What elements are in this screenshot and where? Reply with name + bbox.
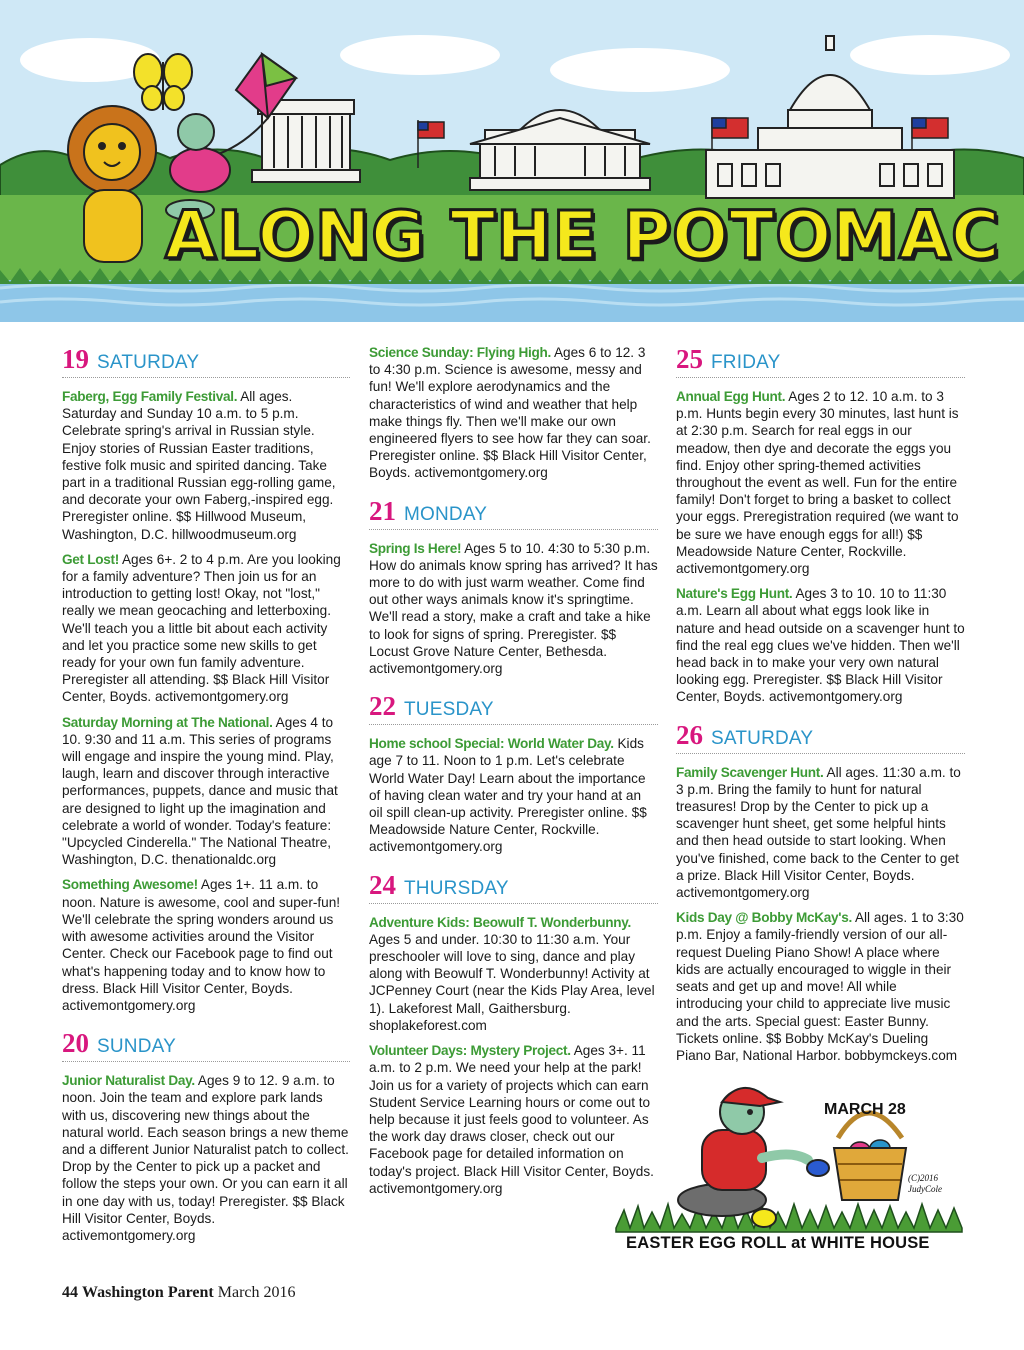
day-section-26 bbox=[676, 720, 965, 1064]
cartoon-date-label: MARCH 28 bbox=[824, 1101, 906, 1118]
day-heading bbox=[369, 691, 658, 725]
publication-name: Washington Parent bbox=[82, 1284, 214, 1301]
event-description: Kids age 7 to 11. Noon to 1 p.m. Let's celebrate World Water Day! Learn about the importance of having clean water and try your hand at an oil spill clean-up activity. Preregister online. $$ Meadowside Nature Center, Rockville. activemontgomery.org bbox=[369, 736, 647, 855]
day-heading bbox=[62, 1028, 350, 1062]
page-footer bbox=[62, 1284, 296, 1302]
event-description: Ages 2 to 12. 10 a.m. to 3 p.m. Hunts begin every 30 minutes, last hunt is at 2:30 p.m. Search for real eggs in our meadow, then dye and decorate the eggs you find. Enjoy other spring-themed activities throughout the event as well. Fun for the entire family! Don't forget to bring a basket to collect your eggs. Preregistration required (we want to be sure we have enough eggs for all!) $$ Meadowside Nature Center, Rockville. activemontgomery.org bbox=[676, 389, 959, 577]
day-heading bbox=[676, 344, 965, 378]
day-heading bbox=[369, 496, 658, 530]
day-number: 25 bbox=[676, 344, 703, 374]
event-item bbox=[62, 1072, 350, 1244]
day-number: 21 bbox=[369, 495, 396, 526]
event-description: All ages. Saturday and Sunday 10 a.m. to 5 p.m. Celebrate spring's arrival in Russian style. Enjoy stories of Russian Easter traditions, festive folk music and spirited dancing. Take part in a traditional Russian egg-rolling game, and decorate your own Faberg,-inspired egg. Preregister online. $$ Hillwood Museum, Washington, D.C. hillwoodmuseum.org bbox=[62, 389, 336, 542]
day-name: THURSDAY bbox=[404, 877, 509, 899]
event-title: Science Sunday: Flying High. bbox=[369, 345, 551, 360]
event-description: Ages 5 to 10. 4:30 to 5:30 p.m. How do animals know spring has arrived? It has more to do with just warm weather. Come find out other ways animals know it's springtime. We'll read a story, make a craft and take a hike to look for signs of spring. Preregister. $$ Locust Grove Nature Center, Bethesda. activemontgomery.org bbox=[369, 540, 658, 677]
event-title: Spring Is Here! bbox=[369, 540, 462, 556]
event-title: Annual Egg Hunt. bbox=[676, 389, 786, 404]
event-description: Ages 4 to 10. 9:30 and 11 a.m. This series of programs will engage and inspire the young mind. Play, laugh, learn and discover through interactive performances, puppets, dance and music that are designed to light up the imagination and celebrate a world of wonder. Today's feature: "Upcycled Cinderella." The National Theatre, Washington, D.C. thenationaldc.org bbox=[62, 714, 338, 868]
banner-title: ALONG THE POTOMAC bbox=[165, 197, 1001, 274]
event-title: Faberg, Egg Family Festival. bbox=[62, 389, 238, 404]
cartoon-caption: EASTER EGG ROLL at WHITE HOUSE bbox=[626, 1234, 930, 1252]
event-item bbox=[676, 388, 965, 577]
calendar-column-1 bbox=[62, 344, 350, 1252]
event-description: Ages 3+. 11 a.m. to 2 p.m. We need your help at the park! Join us for a variety of projects which can earn Student Service Learning hours or come out to help because it just feels good to volunteer. As the work day draws closer, check out our Facebook page for detailed information on today's project. Black Hill Visitor Center, Boyds. activemontgomery.org bbox=[369, 1043, 654, 1196]
event-description: Ages 6+. 2 to 4 p.m. Are you looking for a family adventure? Then join us for an introduction to getting lost! Okay, not "lost," really we mean geocaching and letterboxing. We'll teach you a little bit about each activity and let you practice some new skills to get ready for your own fun family adventure. Preregister all attending. $$ Black Hill Visitor Center, Boyds. activemontgomery.org bbox=[62, 551, 341, 705]
day-heading bbox=[62, 344, 350, 378]
day-number: 26 bbox=[676, 719, 703, 750]
event-item bbox=[676, 909, 965, 1064]
event-title: Get Lost! bbox=[62, 551, 119, 567]
event-description: Ages 3 to 10. 10 to 11:30 a.m. Learn all about what eggs look like in nature and head outside on a scavenger hunt to find the real egg clues we've hidden. Then we'll head back in to make your very own natural looking egg. Preregister. $$ Black Hill Visitor Center, Boyds. activemontgomery.org bbox=[676, 586, 965, 705]
day-section-20-continued bbox=[369, 344, 658, 482]
event-description: All ages. 11:30 a.m. to 3 p.m. Bring the family to hunt for natural treasures! Drop by the Center to pick up a scavenger hunt sheet, get some helpful hints and then head outside to start looking. When you've finished, come back to the Center to get a prize. Black Hill Visitor Center, Boyds. activemontgomery.org bbox=[676, 764, 961, 901]
day-heading bbox=[676, 720, 965, 754]
event-title: Something Awesome! bbox=[62, 877, 198, 893]
event-item bbox=[62, 876, 350, 1014]
event-item bbox=[369, 540, 658, 678]
day-section-21 bbox=[369, 496, 658, 678]
event-title: Adventure Kids: Beowulf T. Wonderbunny. bbox=[369, 914, 631, 930]
event-description: Ages 5 and under. 10:30 to 11:30 a.m. Your preschooler will love to sing, dance and play along with Beowulf T. Wonderbunny! Activity at JCPenney Court (near the Kids Play Area, level 1). Lakeforest Mall, Gaithersburg. shoplakeforest.com bbox=[369, 931, 655, 1033]
day-section-19 bbox=[62, 344, 350, 1014]
event-description: Ages 1+. 11 a.m. to noon. Nature is awesome, cool and super-fun! We'll celebrate the spring wonders around us with awesome activities around the Visitor Center. Check our Facebook page to find out what's happening today and to know how to dress. Black Hill Visitor Center, Boyds. activemontgomery.org bbox=[62, 877, 341, 1013]
event-item bbox=[369, 735, 658, 855]
event-description: Ages 6 to 12. 3 to 4:30 p.m. Science is awesome, messy and fun! We'll explore aerodynamics and the characteristics of wind and weather that help make things fly. Then we'll make our own engineered flyers to see how far they can soar. Preregister online. $$ Black Hill Visitor Center, Boyds. activemontgomery.org bbox=[369, 345, 651, 481]
day-number: 20 bbox=[62, 1028, 89, 1059]
event-title: Junior Naturalist Day. bbox=[62, 1073, 195, 1089]
day-heading bbox=[369, 870, 658, 904]
event-item bbox=[676, 764, 965, 902]
calendar-column-3 bbox=[676, 344, 965, 1072]
event-item bbox=[676, 585, 965, 705]
event-title: Kids Day @ Bobby McKay's. bbox=[676, 910, 852, 926]
day-name: MONDAY bbox=[404, 503, 488, 525]
day-number: 24 bbox=[369, 869, 396, 900]
event-description: All ages. 1 to 3:30 p.m. Enjoy a family-friendly version of our all-request Dueling Piano Show! A place where kids are actually encouraged to wiggle in their seats and get up and move! All while introducing your child to appreciate live music and the arts. Special guest: Easter Bunny. Tickets online. $$ Bobby McKay's Dueling Piano Bar, National Harbor. bobbymckeys.com bbox=[676, 910, 964, 1063]
event-title: Saturday Morning at The National. bbox=[62, 714, 273, 730]
day-number: 19 bbox=[62, 344, 89, 374]
day-section-25 bbox=[676, 344, 965, 706]
event-item bbox=[369, 344, 658, 482]
event-item bbox=[62, 714, 350, 869]
event-title: Family Scavenger Hunt. bbox=[676, 764, 824, 780]
day-name: TUESDAY bbox=[404, 699, 494, 721]
event-item bbox=[62, 388, 350, 543]
day-name: SUNDAY bbox=[97, 1036, 176, 1058]
day-number: 22 bbox=[369, 691, 396, 722]
event-title: Nature's Egg Hunt. bbox=[676, 586, 793, 602]
page-number: 44 bbox=[62, 1284, 78, 1301]
banner-illustration bbox=[0, 0, 1024, 322]
event-item bbox=[369, 914, 658, 1034]
day-section-22 bbox=[369, 691, 658, 855]
cartoon-credit: (C)2016 JudyCole bbox=[908, 1173, 942, 1194]
event-title: Volunteer Days: Mystery Project. bbox=[369, 1043, 571, 1059]
event-title: Home school Special: World Water Day. bbox=[369, 736, 614, 752]
day-name: FRIDAY bbox=[711, 352, 781, 373]
day-name: SATURDAY bbox=[711, 727, 814, 749]
issue-date: March 2016 bbox=[217, 1284, 296, 1301]
day-name: SATURDAY bbox=[97, 352, 200, 373]
day-section-20 bbox=[62, 1028, 350, 1244]
event-description: Ages 9 to 12. 9 a.m. to noon. Join the team and explore park lands with us, discovering new things about the natural world. Each season brings a new theme and a different Junior Naturalist patch to collect. Drop by the Center to pick up a packet and follow the steps your own. Or you can earn it all in one day with us, today! Preregister. $$ Black Hill Visitor Center, Boyds. activemontgomery.org bbox=[62, 1073, 349, 1243]
event-item bbox=[62, 551, 350, 706]
